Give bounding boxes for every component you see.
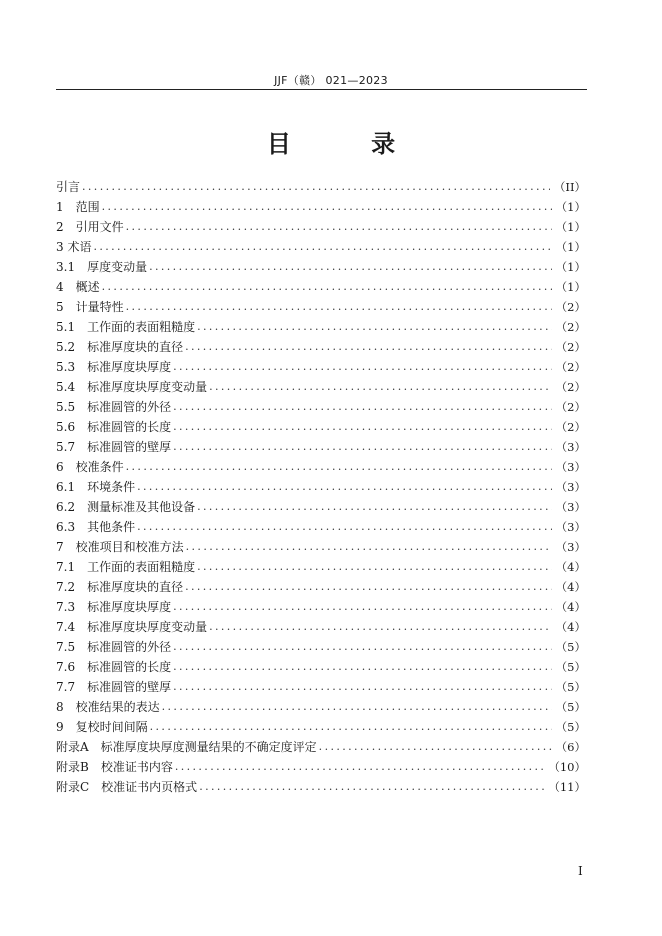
toc-entry[interactable] [56,277,586,297]
toc-dot-leader [137,477,552,497]
toc-dot-leader [149,257,552,277]
toc-entry-label: 7.5 标准圆管的外径 [56,640,172,654]
toc-entry-page: （2） [555,320,586,334]
toc-dot-leader [185,337,552,357]
toc-dot-leader [173,417,552,437]
toc-entry-label: 7.7 标准圆管的壁厚 [56,680,172,694]
toc-entry[interactable] [56,737,586,757]
toc-dot-leader [199,777,544,797]
toc-entry-label: 3 术语 [56,240,92,254]
toc-entry-page: （2） [555,360,586,374]
toc-entry[interactable] [56,517,586,537]
toc-entry[interactable] [56,677,586,697]
toc-entry-label: 附录B 校准证书内容 [56,760,173,774]
toc-entry-label: 5.6 标准圆管的长度 [56,420,172,434]
toc-entry[interactable] [56,757,586,777]
toc-entry[interactable] [56,337,586,357]
header-divider [56,89,587,90]
toc-entry-page: （2） [555,400,586,414]
toc-dot-leader [173,677,552,697]
toc-entry-page: （2） [555,340,586,354]
toc-entry[interactable] [56,197,586,217]
toc-entry-label: 5.4 标准厚度块厚度变动量 [56,380,208,394]
toc-entry-label: 5.1 工作面的表面粗糙度 [56,320,196,334]
toc-dot-leader [197,497,552,517]
toc-entry-label: 5.5 标准圆管的外径 [56,400,172,414]
toc-entry[interactable] [56,477,586,497]
toc-dot-leader [319,737,552,757]
toc-dot-leader [173,657,552,677]
toc-dot-leader [137,517,552,537]
toc-entry[interactable] [56,317,586,337]
toc-entry-label: 3.1 厚度变动量 [56,260,148,274]
toc-entry-page: （4） [555,580,586,594]
toc-entry-page: （3） [555,460,586,474]
toc-dot-leader [102,277,552,297]
toc-entry-label: 7.2 标准厚度块的直径 [56,580,184,594]
toc-entry[interactable] [56,397,586,417]
toc-entry[interactable] [56,457,586,477]
toc-entry-label: 5.7 标准圆管的壁厚 [56,440,172,454]
toc-entry-label: 6.3 其他条件 [56,520,136,534]
toc-entry[interactable] [56,497,586,517]
toc-entry[interactable] [56,657,586,677]
toc-entry-page: （3） [555,480,586,494]
toc-entry[interactable] [56,237,586,257]
toc-dot-leader [173,357,552,377]
toc-entry-label: 6.1 环境条件 [56,480,136,494]
toc-dot-leader [173,637,552,657]
toc-entry[interactable] [56,177,586,197]
toc-entry[interactable] [56,217,586,237]
toc-entry-page: （3） [555,440,586,454]
toc-entry-page: （1） [555,220,586,234]
toc-entry[interactable] [56,637,586,657]
toc-entry[interactable] [56,417,586,437]
toc-entry-label: 7 校准项目和校准方法 [56,540,184,554]
toc-dot-leader [162,697,552,717]
toc-dot-leader [197,557,552,577]
toc-entry-page: （2） [555,300,586,314]
toc-entry[interactable] [56,777,586,797]
toc-entry-page: （1） [555,280,586,294]
toc-entry-page: （5） [555,720,586,734]
toc-entry-page: （3） [555,500,586,514]
toc-entry[interactable] [56,377,586,397]
toc-dot-leader [209,617,552,637]
toc-dot-leader [82,177,550,197]
toc-entry[interactable] [56,697,586,717]
toc-entry-page: （11） [548,780,586,794]
toc-entry[interactable] [56,257,586,277]
toc-entry-label: 5.2 标准厚度块的直径 [56,340,184,354]
toc-entry-page: （4） [555,560,586,574]
toc-entry[interactable] [56,297,586,317]
toc-entry-label: 附录C 校准证书内页格式 [56,780,198,794]
toc-entry-page: （1） [555,200,586,214]
table-of-contents [56,177,586,797]
toc-entry[interactable] [56,557,586,577]
toc-dot-leader [173,597,552,617]
toc-dot-leader [197,317,552,337]
toc-entry-label: 7.1 工作面的表面粗糙度 [56,560,196,574]
toc-entry-page: （4） [555,600,586,614]
toc-entry-label: 5.3 标准厚度块厚度 [56,360,172,374]
toc-entry-label: 9 复校时间间隔 [56,720,148,734]
toc-dot-leader [102,197,552,217]
toc-entry-page: （5） [555,680,586,694]
toc-dot-leader [126,297,552,317]
toc-entry-page: （10） [548,760,586,774]
toc-dot-leader [93,237,551,257]
toc-dot-leader [175,757,545,777]
toc-entry-page: （3） [555,540,586,554]
page-title: 目 录 [266,129,432,158]
toc-entry[interactable] [56,437,586,457]
toc-entry-page: （5） [555,660,586,674]
toc-entry-label: 引言 [56,180,81,194]
toc-dot-leader [150,717,552,737]
toc-entry-page: （5） [555,700,586,714]
toc-entry[interactable] [56,617,586,637]
toc-entry-label: 6 校准条件 [56,460,124,474]
toc-entry-page: （2） [555,380,586,394]
toc-dot-leader [186,537,552,557]
toc-entry-page: （1） [555,260,586,274]
toc-dot-leader [126,217,552,237]
toc-entry-page: （5） [555,640,586,654]
toc-dot-leader [209,377,552,397]
toc-entry[interactable] [56,537,586,557]
toc-entry-page: （6） [555,740,586,754]
toc-dot-leader [126,457,552,477]
page-number: I [578,864,583,878]
toc-entry[interactable] [56,717,586,737]
toc-entry[interactable] [56,597,586,617]
toc-entry-label: 8 校准结果的表达 [56,700,160,714]
toc-entry-label: 附录A 标准厚度块厚度测量结果的不确定度评定 [56,740,317,754]
toc-entry-label: 7.4 标准厚度块厚度变动量 [56,620,208,634]
toc-entry-label: 7.6 标准圆管的长度 [56,660,172,674]
toc-entry[interactable] [56,577,586,597]
toc-entry-page: （2） [555,420,586,434]
toc-entry-page: （4） [555,620,586,634]
toc-entry-label: 1 范围 [56,200,100,214]
toc-entry-page: （1） [555,240,586,254]
toc-entry-label: 5 计量特性 [56,300,124,314]
toc-entry-label: 4 概述 [56,280,100,294]
toc-entry[interactable] [56,357,586,377]
toc-dot-leader [173,397,552,417]
toc-entry-label: 6.2 测量标准及其他设备 [56,500,196,514]
toc-entry-page: （II） [553,180,586,194]
document-code-header: JJF（赣） 021—2023 [274,74,388,87]
toc-dot-leader [185,577,552,597]
toc-entry-label: 2 引用文件 [56,220,124,234]
toc-entry-label: 7.3 标准厚度块厚度 [56,600,172,614]
toc-entry-page: （3） [555,520,586,534]
toc-dot-leader [173,437,552,457]
